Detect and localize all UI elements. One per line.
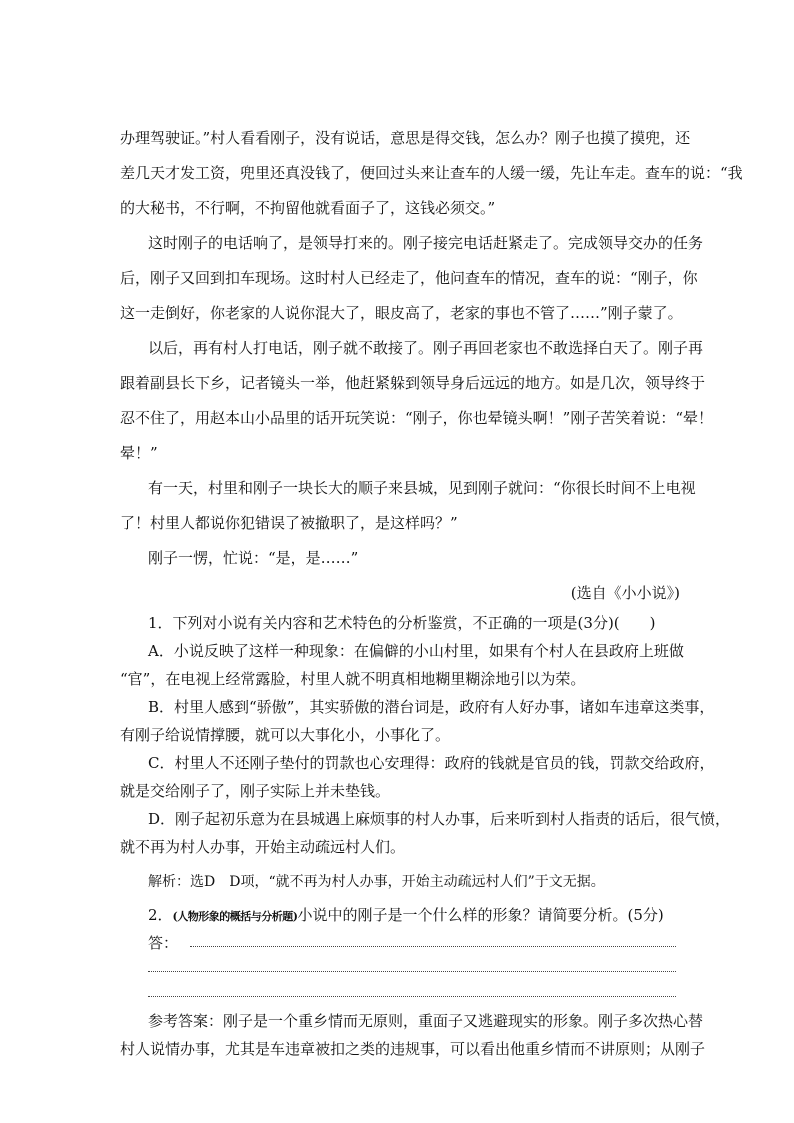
- question-2-number: 2．: [148, 906, 173, 924]
- answer-line[interactable]: [148, 971, 676, 972]
- story-line: 差几天才发工资，兜里还真没钱了，便回过头来让查车的人缓一缓，先让车走。查车的说：“我: [120, 164, 743, 182]
- story-line: 晕！”: [120, 444, 158, 462]
- story-line: 以后，再有村人打电话，刚子就不敢接了。刚子再回老家也不敢选择白天了。刚子再: [148, 339, 704, 357]
- question-2-stem-line: [148, 905, 680, 927]
- reference-answer: 村人说情办事，尤其是车违章被扣之类的违规事，可以看出他重乡情而不讲原则；从刚子: [120, 1040, 706, 1058]
- story-line: 后，刚子又回到扣车现场。这时村人已经走了，他问查车的情况，查车的说：“刚子，你: [120, 269, 698, 287]
- question-1-option-d: 就不再为村人办事，开始主动疏远村人们。: [120, 838, 406, 856]
- question-2-stem: 小说中的刚子是一个什么样的形象？请简要分析。(5分): [297, 906, 664, 924]
- story-line: 忍不住了，用赵本山小品里的话开玩笑说：“刚子，你也晕镜头啊！”刚子苦笑着说：“晕！: [120, 409, 714, 427]
- story-line: 有一天，村里和刚子一块长大的顺子来县城，见到刚子就问：“你很长时间不上电视: [148, 479, 696, 497]
- question-1-stem: 1．下列对小说有关内容和艺术特色的分析鉴赏，不正确的一项是(3分)( ): [148, 614, 656, 632]
- answer-line[interactable]: [190, 946, 676, 947]
- answer-line[interactable]: [148, 996, 676, 997]
- question-1-option-b: B．村里人感到“骄傲”，其实骄傲的潜台词是，政府有人好办事，诸如车违章这类事，: [148, 698, 715, 716]
- story-line: 跟着副县长下乡，记者镜头一举，他赶紧躲到领导身后远远的地方。如是几次，领导终于: [120, 374, 706, 392]
- story-line: 这一走倒好，你老家的人说你混大了，眼皮高了，老家的事也不管了……”刚子蒙了。: [120, 304, 683, 322]
- question-1-option-a: A．小说反映了这样一种现象：在偏僻的小山村里，如果有个村人在县政府上班做: [148, 642, 684, 660]
- story-line: 刚子一愣，忙说：“是，是……”: [148, 549, 359, 567]
- question-1-option-a: “官”，在电视上经常露脸，村里人就不明真相地糊里糊涂地引以为荣。: [120, 670, 586, 688]
- story-line: 这时刚子的电话响了，是领导打来的。刚子接完电话赶紧走了。完成领导交办的任务: [148, 234, 704, 252]
- question-1-option-b: 有刚子给说情撑腰，就可以大事化小，小事化了。: [120, 726, 451, 744]
- story-line: 办理驾驶证。”村人看看刚子，没有说话，意思是得交钱，怎么办？刚子也摸了摸兜，还: [120, 129, 691, 147]
- question-1-option-c: C．村里人不还刚子垫付的罚款也心安理得：政府的钱就是官员的钱，罚款交给政府，: [148, 754, 715, 772]
- question-1-analysis: 解析：选D D项，“就不再为村人办事，开始主动疏远村人们”于文无据。: [148, 874, 605, 890]
- question-1-option-c: 就是交给刚子了，刚子实际上并未垫钱。: [120, 782, 391, 800]
- question-1-option-d: D．刚子起初乐意为在县城遇上麻烦事的村人办事，后来听到村人指责的话后，很气愤，: [148, 810, 731, 828]
- story-line: 的大秘书，不行啊，不拘留他就看面子了，这钱必须交。”: [120, 199, 496, 217]
- reference-answer: 参考答案：刚子是一个重乡情而无原则，重面子又逃避现实的形象。刚子多次热心替: [148, 1012, 704, 1030]
- story-source: (选自《小小说》): [570, 584, 680, 602]
- answer-label: 答：: [148, 934, 179, 952]
- story-line: 了！村里人都说你犯错误了被撤职了，是这样吗？”: [120, 514, 458, 532]
- question-2-type-note: (人物形象的概括与分析题): [172, 910, 298, 923]
